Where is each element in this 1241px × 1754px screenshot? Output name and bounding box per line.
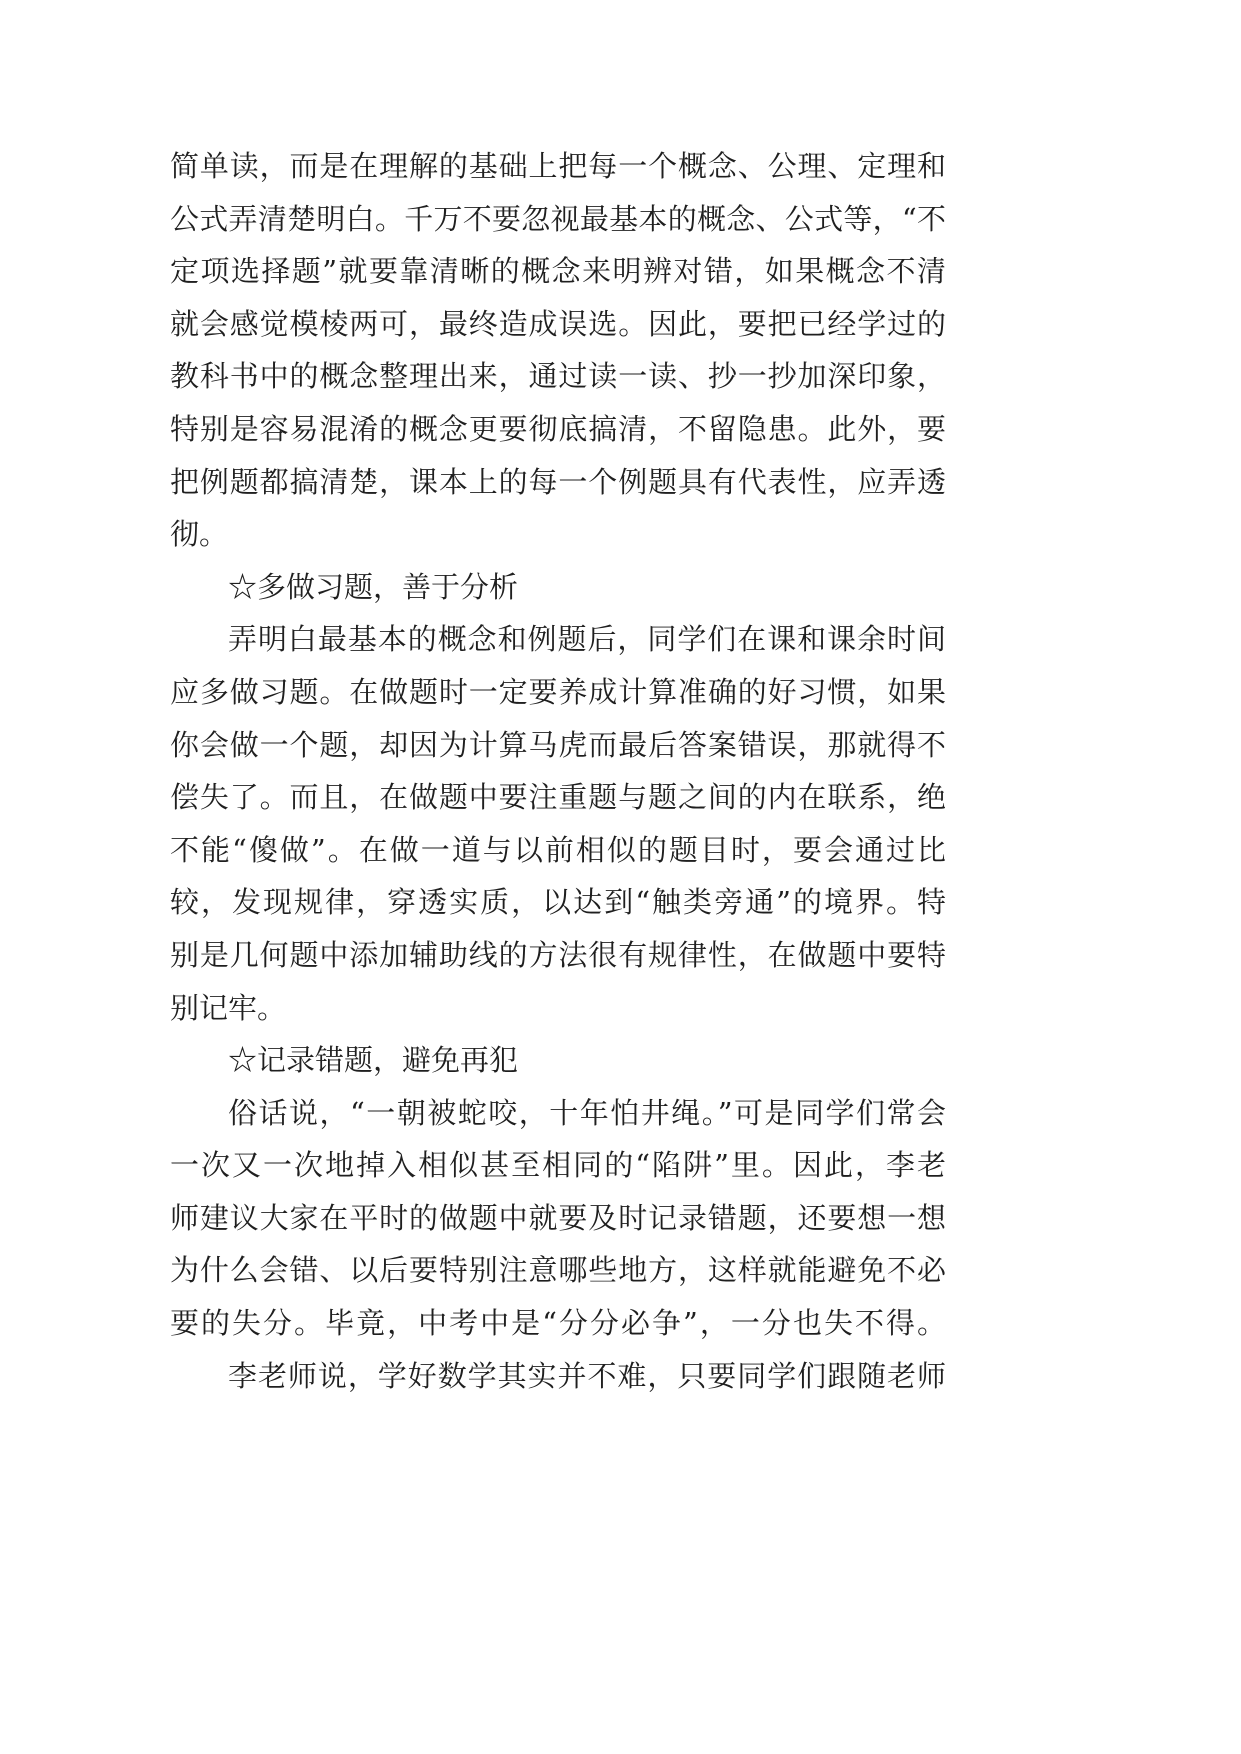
text-line: 弄明白最基本的概念和例题后，同学们在课和课余时间 (228, 622, 946, 657)
text-line: 把例题都搞清楚，课本上的每一个例题具有代表性，应弄透 (170, 464, 946, 499)
text-line: 别是几何题中添加辅助线的方法很有规律性，在做题中要特 (170, 937, 946, 972)
section-heading: ☆多做习题，善于分析 (228, 569, 519, 604)
text-line: 特别是容易混淆的概念更要彻底搞清，不留隐患。此外，要 (170, 411, 946, 446)
text-line: 别记牢。 (170, 990, 287, 1025)
text-line: 定项选择题”就要靠清晰的概念来明辨对错，如果概念不清 (170, 254, 946, 289)
text-line: 就会感觉模棱两可，最终造成误选。因此，要把已经学过的 (170, 306, 946, 341)
text-line: 简单读，而是在理解的基础上把每一个概念、公理、定理和 (170, 149, 946, 183)
document-body (170, 140, 946, 1402)
text-line: 较，发现规律，穿透实质，以达到“触类旁通”的境界。特 (170, 885, 946, 920)
text-line: 公式弄清楚明白。千万不要忽视最基本的概念、公式等，“不 (170, 201, 946, 236)
text-line: 一次又一次地掉入相似甚至相同的“陷阱”里。因此，李老 (170, 1148, 946, 1183)
text-line: 教科书中的概念整理出来，通过读一读、抄一抄加深印象， (170, 359, 946, 394)
text-line: 俗话说，“一朝被蛇咬，十年怕井绳。”可是同学们常会 (228, 1095, 946, 1130)
text-line: 师建议大家在平时的做题中就要及时记录错题，还要想一想 (170, 1200, 946, 1235)
text-line: 偿失了。而且，在做题中要注重题与题之间的内在联系，绝 (170, 780, 946, 815)
section-heading: ☆记录错题，避免再犯 (228, 1043, 519, 1078)
text-line: 应多做习题。在做题时一定要养成计算准确的好习惯，如果 (170, 674, 946, 709)
text-line: 你会做一个题，却因为计算马虎而最后答案错误，那就得不 (170, 727, 946, 762)
text-line: 彻。 (170, 517, 229, 552)
text-line: 要的失分。毕竟，中考中是“分分必争”，一分也失不得。 (170, 1306, 946, 1341)
text-line: 李老师说，学好数学其实并不难，只要同学们跟随老师 (228, 1358, 946, 1393)
text-line: 为什么会错、以后要特别注意哪些地方，这样就能避免不必 (170, 1253, 946, 1288)
text-line: 不能“傻做”。在做一道与以前相似的题目时，要会通过比 (170, 832, 946, 867)
